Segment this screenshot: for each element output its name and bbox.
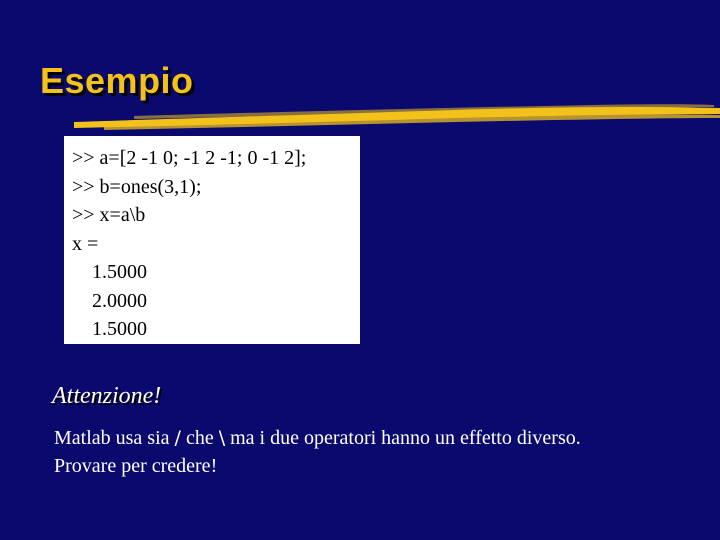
code-line: x = xyxy=(72,232,99,255)
code-box xyxy=(64,136,360,344)
code-line: 1.5000 xyxy=(72,261,147,283)
body-line-1 xyxy=(54,424,714,452)
brush-underline xyxy=(74,98,720,132)
code-line: >> x=a\b xyxy=(72,204,146,226)
code-line: 1.5000 xyxy=(72,318,147,340)
code-line: 2.0000 xyxy=(72,289,147,312)
code-line: >> a=[2 -1 0; -1 2 -1; 0 -1 2]; xyxy=(72,147,307,169)
body-text xyxy=(54,424,714,480)
code-line: >> b=ones(3,1); xyxy=(72,175,202,198)
backslash-operator: \ xyxy=(218,427,226,449)
body-part3: ma i due operatori hanno un effetto diverso. xyxy=(230,427,581,449)
body-part2: che xyxy=(185,427,214,449)
attention-heading: Attenzione! xyxy=(52,383,162,409)
slide-title: Esempio xyxy=(40,60,194,101)
slash-operator: / xyxy=(174,427,181,449)
body-part1: Matlab usa sia xyxy=(54,427,170,449)
body-line-2: Provare per credere! xyxy=(54,455,218,477)
